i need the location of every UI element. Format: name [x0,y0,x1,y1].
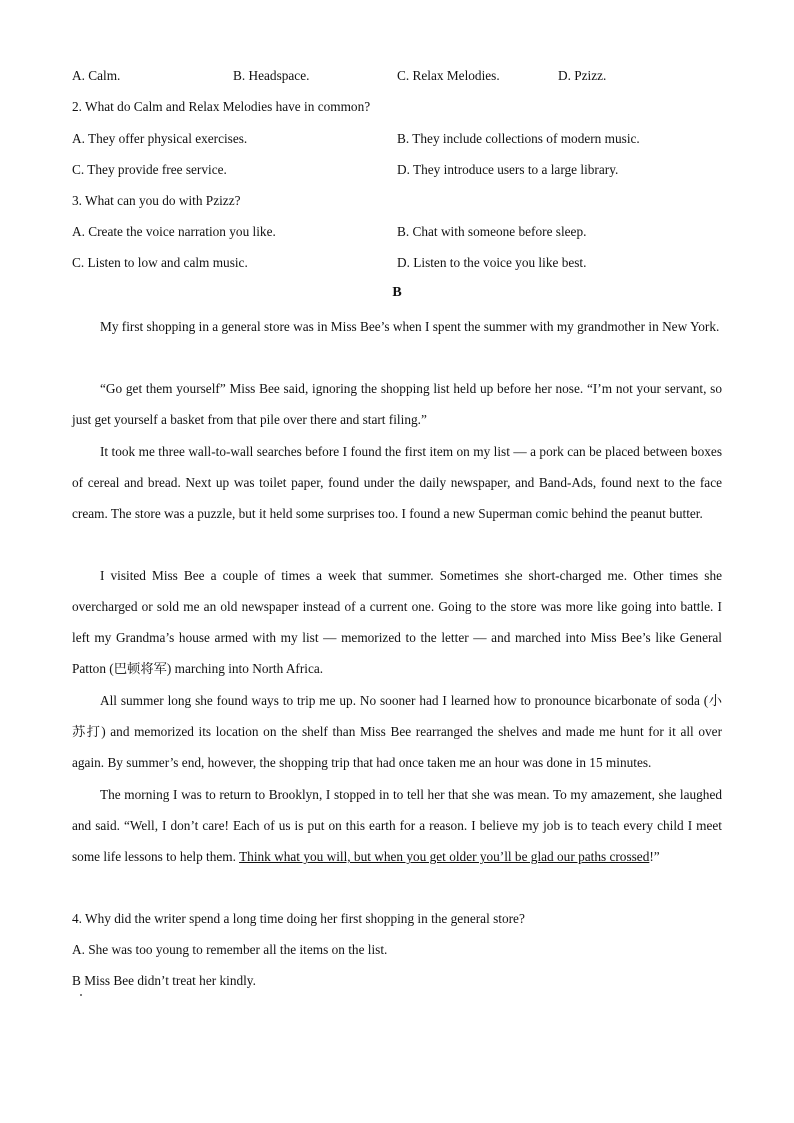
q3-option-b: B. Chat with someone before sleep. [397,224,587,239]
passage-paragraph-5: All summer long she found ways to trip me up. No sooner had I learned how to pronounce bicarbonate of soda (小苏打) and memorized its location on the shelf than Miss Bee rearranged the shelves and made me hunt for it all over again. By summer’s end, however, the shopping trip that had once taken me an hour was done in 15 minutes. [72,693,722,771]
q4-stem: 4. Why did the writer spend a long time doing her first shopping in the general store? [72,911,525,926]
q3-option-d: D. Listen to the voice you like best. [397,255,587,270]
passage-paragraph-4: I visited Miss Bee a couple of times a week that summer. Sometimes she short-charged me. Other times she overcharged or sold me an old newspaper instead of a current one. Going to the store was more like going into battle. I left my Grandma’s house armed with my list — memorized to the letter — and marched into Miss Bee’s like General Patton (巴顿将军) marching into North Africa. [72,568,722,677]
q2-option-b: B. They include collections of modern music. [397,131,640,146]
q4-option-a: A. She was too young to remember all the items on the list. [72,942,388,957]
q3-option-c: C. Listen to low and calm music. [72,255,248,270]
q1-option-d: D. Pzizz. [558,68,607,83]
passage-paragraph-3: It took me three wall-to-wall searches before I found the first item on my list — a pork can be placed between boxes of cereal and bread. Next up was toilet paper, found under the daily newspaper, and Band-Ads, found next to the face cream. The store was a puzzle, but it held some surprises too. I found a new Superman comic behind the peanut butter. [72,444,722,522]
q3-option-a: A. Create the voice narration you like. [72,224,276,239]
passage-paragraph-6 [72,779,722,872]
q3-stem: 3. What can you do with Pzizz? [72,193,241,208]
q4-option-b: B Miss Bee didn’t treat her kindly. [72,973,256,988]
q1-option-a: A. Calm. [72,68,121,83]
paragraph-6-end: !” [649,849,660,865]
passage-paragraph-2: “Go get them yourself” Miss Bee said, ignoring the shopping list held up before her nose. “I’m not your servant, so just get yourself a basket from that pile over there and start filing.” [72,381,722,428]
paragraph-6-text: The morning I was to return to Brooklyn, I stopped in to tell her that she was mean. To my amazement, she laughed and said. “Well, I don’t care! Each of us is put on this earth for a reason. I believe my job is to teach every child I meet some life lessons to help them. [72,787,722,865]
q1-option-c: C. Relax Melodies. [397,68,500,83]
stray-dot-mark [80,994,82,996]
q2-option-c: C. They provide free service. [72,162,227,177]
passage-paragraph-1: My first shopping in a general store was in Miss Bee’s when I spent the summer with my grandmother in New York. [100,319,720,334]
q2-option-d: D. They introduce users to a large library. [397,162,619,177]
underlined-sentence: Think what you will, but when you get older you’ll be glad our paths crossed [239,849,650,865]
section-heading: B [392,285,402,300]
q1-option-b: B. Headspace. [233,68,310,83]
q2-option-a: A. They offer physical exercises. [72,131,248,146]
q2-stem: 2. What do Calm and Relax Melodies have in common? [72,99,371,114]
